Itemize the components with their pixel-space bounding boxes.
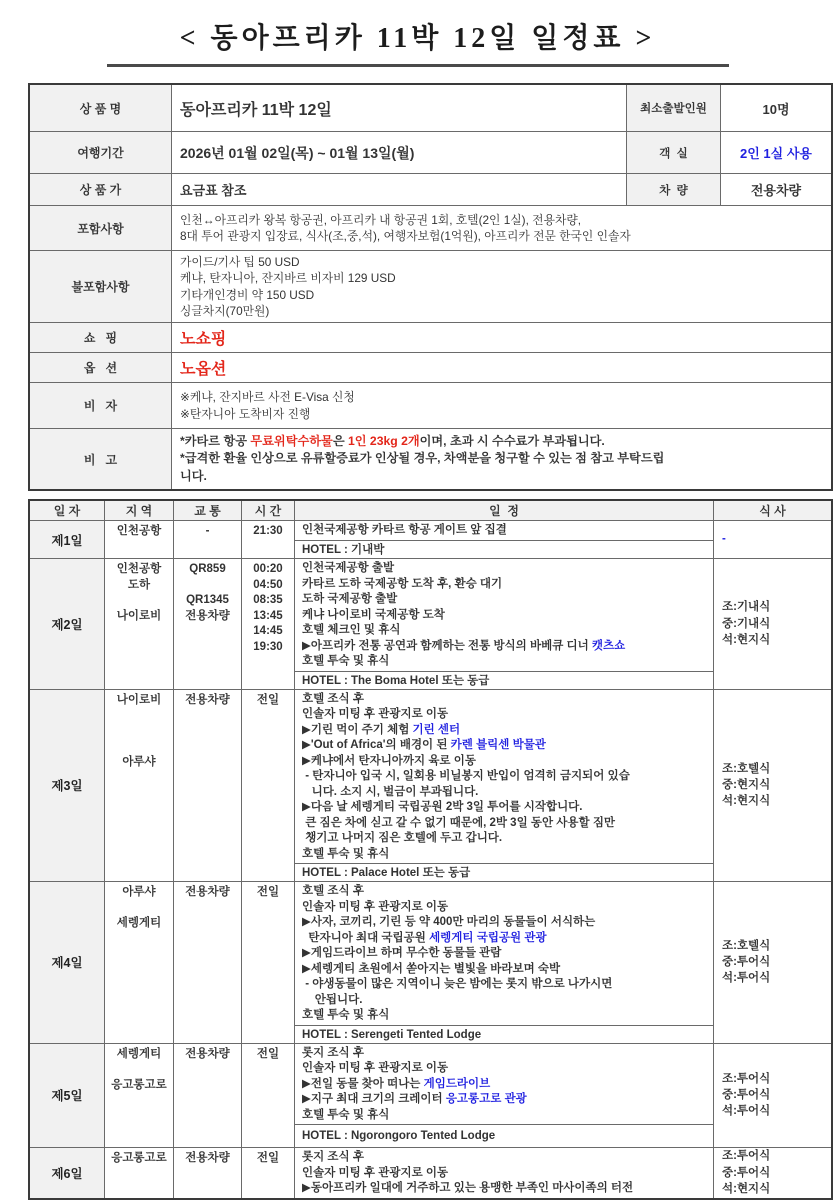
- day4-label: 제4일: [30, 882, 105, 1043]
- header-plan: 일 정: [295, 501, 714, 520]
- title-underline: [107, 64, 729, 67]
- itinerary-row-day5: [30, 1043, 831, 1148]
- day2-hotel: HOTEL : The Boma Hotel 또는 동급: [295, 671, 713, 689]
- day4-region: 아루샤 세렝게티: [105, 882, 174, 1043]
- row-excluded: [30, 250, 831, 322]
- min-departure-value: 10명: [762, 101, 790, 117]
- day6-region: 응고롱고로: [105, 1148, 174, 1198]
- day1-schedule-lines: 인천국제공항 카타르 항공 게이트 앞 집결: [302, 524, 507, 536]
- row-product-price: [30, 173, 831, 205]
- shopping-label: 쇼 핑: [30, 323, 172, 352]
- day5-transport: 전용차량: [174, 1044, 242, 1148]
- day2-meals: 조:기내식 중:기내식 석:현지식: [722, 601, 771, 646]
- product-name-value: 동아프리카 11박 12일: [180, 101, 332, 119]
- day5-meals: 조:투어식 중:투어식 석:투어식: [722, 1072, 771, 1118]
- day3-region: 나이로비 아루샤: [105, 690, 174, 882]
- day5-time: 전일: [242, 1044, 295, 1148]
- min-departure-label: 최소출발인원: [626, 85, 721, 131]
- day6-label: 제6일: [30, 1148, 105, 1198]
- day3-schedule: [295, 690, 714, 882]
- day6-schedule-lines: 롯지 조식 후 인솔자 미팅 후 관광지로 이동 ▶동아프리카 일대에 거주하고 있는 용맹한 부족인 마사이족의 터전: [302, 1151, 634, 1194]
- shopping-value: 노쇼핑: [180, 331, 227, 348]
- vehicle-value: 전용차량: [750, 183, 802, 198]
- day2-schedule-lines: 인천국제공항 출발 카타르 도하 국제공항 도착 후, 환승 대기 도하 국제공항 출발 케냐 나이로비 국제공항 도착 호텔 체크인 및 휴식 ▶아프리카 전통 공연과 함께하는 전통 방식의 바베큐 디너 캣츠쇼 호텔 투숙 및 휴식: [302, 562, 626, 667]
- header-transport: 교 통: [174, 501, 242, 520]
- visa-value: ※케냐, 잔지바르 사전 E-Visa 신청 ※탄자니아 도착비자 진행: [180, 390, 355, 421]
- option-label: 옵 션: [30, 353, 172, 382]
- day4-schedule: [295, 882, 714, 1043]
- row-included: [30, 205, 831, 250]
- day4-meals: 조:호텔식 중:투어식 석:투어식: [722, 939, 771, 985]
- excluded-value: 가이드/기사 팁 50 USD 케냐, 탄자니아, 잔지바르 비자비 129 USD 기타개인경비 약 150 USD 싱글차지(70만원): [180, 255, 396, 318]
- day6-meals: 조:투어식 중:투어식 석:현지식: [722, 1150, 771, 1195]
- itinerary-row-day1: [30, 520, 831, 558]
- row-shopping: [30, 322, 831, 352]
- note-value: *카타르 항공 무료위탁수하물은 1인 23kg 2개이며, 초과 시 수수료가 부과됩니다. *급격한 환율 인상으로 유류할증료가 인상될 경우, 차액분을 청구할 수 있는 점 참고 부탁드립 니다.: [180, 433, 665, 483]
- day3-schedule-lines: 호텔 조식 후 인솔자 미팅 후 관광지로 이동 ▶기린 먹이 주기 체험 기린 센터 ▶'Out of Africa'의 배경이 된 카렌 블릭센 박물관 ▶케냐에서 탄자니아까지 육로 이동 - 탄자니아 입국 시, 일회용 비닐봉지 반입이 엄격히 금지되어 있습 니다. 소지 시, 벌금이 부과됩니다. ▶다음 날 세렝게티 국립공원 2박 3일 투어를 시작합니다. 큰 짐은 차에 싣고 갈 수 없기 때문에, 2박 3일 동안 사용할 짐만 챙기고 나머지 짐은 호텔에 두고 갑니다. 호텔 투숙 및 휴식: [302, 692, 630, 860]
- row-note: [30, 428, 831, 489]
- header-time: 시 간: [242, 501, 295, 520]
- day2-schedule: [295, 559, 714, 689]
- day6-schedule: [295, 1148, 714, 1198]
- day5-schedule-lines: 롯지 조식 후 인솔자 미팅 후 관광지로 이동 ▶전일 동물 찾아 떠나는 게임드라이브 ▶지구 최대 크기의 크레이터 응고롱고로 관광 호텔 투숙 및 휴식: [302, 1046, 527, 1121]
- itinerary-row-day4: [30, 881, 831, 1043]
- product-price-value: 요금표 참조: [180, 183, 247, 198]
- product-price-label: 상 품 가: [30, 174, 172, 205]
- daily-schedule-table: [28, 499, 833, 1200]
- itinerary-row-day2: [30, 558, 831, 689]
- day3-time: 전일: [242, 690, 295, 882]
- day1-time: 21:30: [242, 521, 295, 558]
- excluded-label: 불포함사항: [30, 251, 172, 322]
- product-name-label: 상 품 명: [30, 85, 172, 131]
- day5-hotel: HOTEL : Ngorongoro Tented Lodge: [295, 1124, 713, 1147]
- day3-meals: 조:호텔식 중:현지식 석:현지식: [722, 762, 771, 808]
- day3-hotel: HOTEL : Palace Hotel 또는 동급: [295, 863, 713, 881]
- day5-label: 제5일: [30, 1044, 105, 1148]
- row-product-name: [30, 85, 831, 131]
- day1-label: 제1일: [30, 521, 105, 558]
- day2-region: 인천공항 도하 나이로비: [105, 559, 174, 689]
- vehicle-label: 차 량: [626, 174, 721, 205]
- day1-schedule: [295, 521, 714, 558]
- itinerary-row-day3: [30, 689, 831, 882]
- day6-transport: 전용차량: [174, 1148, 242, 1198]
- included-value: 인천↔아프리카 왕복 항공권, 아프리카 내 항공권 1회, 호텔(2인 1실), 전용차량, 8대 투어 관광지 입장료, 식사(조,중,석), 여행자보험(1억원), 아프리카 전문 한국인 인솔자: [180, 212, 631, 243]
- itinerary-document: [0, 16, 835, 1200]
- row-travel-period: [30, 131, 831, 173]
- header-region: 지 역: [105, 501, 174, 520]
- included-label: 포함사항: [30, 206, 172, 250]
- row-option: [30, 352, 831, 382]
- day4-hotel: HOTEL : Serengeti Tented Lodge: [295, 1025, 713, 1043]
- header-meals: 식 사: [759, 504, 786, 518]
- day2-transport: QR859 QR1345 전용차량: [174, 559, 242, 689]
- day4-time: 전일: [242, 882, 295, 1043]
- day2-label: 제2일: [30, 559, 105, 689]
- day1-region: 인천공항: [105, 521, 174, 558]
- day1-meals: -: [722, 533, 726, 546]
- header-day: 일 자: [30, 501, 105, 520]
- day2-time: 00:20 04:50 08:35 13:45 14:45 19:30: [242, 559, 295, 689]
- day3-label: 제3일: [30, 690, 105, 882]
- room-value: 2인 1실 사용: [740, 146, 812, 161]
- itinerary-row-day6: [30, 1147, 831, 1198]
- schedule-header-row: [30, 501, 831, 520]
- note-label: 비 고: [30, 429, 172, 489]
- product-info-table: [28, 83, 833, 491]
- day1-hotel: HOTEL : 기내박: [295, 540, 713, 558]
- row-visa: [30, 382, 831, 428]
- option-value: 노옵션: [180, 361, 227, 378]
- visa-label: 비 자: [30, 383, 172, 428]
- day5-schedule: [295, 1044, 714, 1148]
- room-label: 객 실: [626, 132, 721, 173]
- day5-region: 세렝게티 응고롱고로: [105, 1044, 174, 1148]
- day3-transport: 전용차량: [174, 690, 242, 882]
- day4-transport: 전용차량: [174, 882, 242, 1043]
- travel-period-label: 여행기간: [30, 132, 172, 173]
- day4-schedule-lines: 호텔 조식 후 인솔자 미팅 후 관광지로 이동 ▶사자, 코끼리, 기린 등 약 400만 마리의 동물들이 서식하는 탄자니아 최대 국립공원 세렝게티 국립공원 관광 ▶게임드라이브 하며 무수한 동물들 관람 ▶세렝게티 초원에서 쏟아지는 별빛을 바라보며 숙박 - 야생동물이 많은 지역이니 늦은 밤에는 롯지 밖으로 나가시면 안됩니다. 호텔 투숙 및 휴식: [302, 885, 613, 1021]
- day1-transport: -: [174, 521, 242, 558]
- day6-time: 전일: [242, 1148, 295, 1198]
- page-title: < 동아프리카 11박 12일 일정표 >: [179, 23, 656, 54]
- travel-period-value: 2026년 01월 02일(목) ~ 01월 13일(월): [180, 144, 415, 161]
